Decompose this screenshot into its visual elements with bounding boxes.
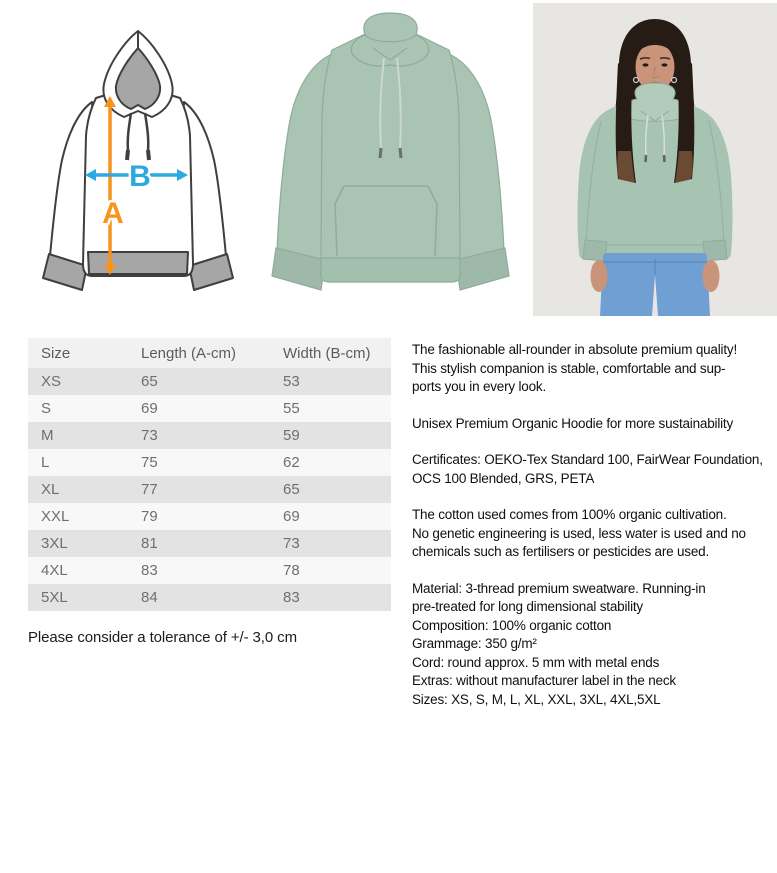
table-row	[28, 422, 391, 449]
size-table-body	[28, 368, 391, 611]
size-label: XL	[28, 476, 141, 503]
size-label: XS	[28, 368, 141, 395]
size-value: 83	[283, 584, 391, 611]
column-header-length: Length (A-cm)	[141, 338, 283, 368]
measure-label-a: A	[102, 197, 124, 230]
hem-band	[88, 252, 188, 274]
description-line: Composition: 100% organic cotton	[412, 617, 612, 633]
size-table-header-row	[28, 338, 391, 368]
aglet-right	[148, 150, 149, 160]
size-label: L	[28, 449, 141, 476]
description-line: No genetic engineering is used, less water is used and no	[412, 525, 746, 541]
size-label: S	[28, 395, 141, 422]
size-value: 65	[141, 368, 283, 395]
aglet-left	[380, 148, 381, 158]
column-header-width: Width (B-cm)	[283, 338, 391, 368]
description-line: pre-treated for long dimensional stability	[412, 599, 643, 614]
flat-hoodie	[272, 13, 509, 290]
size-label: XXL	[28, 503, 141, 530]
description-paragraph	[412, 506, 777, 562]
size-value: 69	[141, 395, 283, 422]
table-row	[28, 368, 391, 395]
description-line: This stylish companion is stable, comfortable and sup-	[412, 360, 726, 376]
description-line: Unisex Premium Organic Hoodie for more sustainability	[412, 415, 734, 431]
size-value: 75	[141, 449, 283, 476]
left-hand	[591, 260, 608, 292]
size-value: 69	[283, 503, 391, 530]
size-table	[28, 338, 391, 611]
description-line: Extras: without manufacturer label in the neck	[412, 673, 676, 688]
size-value: 79	[141, 503, 283, 530]
size-value: 65	[283, 476, 391, 503]
description-paragraph	[412, 415, 777, 434]
size-value: 78	[283, 557, 391, 584]
body	[321, 34, 460, 262]
size-label: 3XL	[28, 530, 141, 557]
size-value: 53	[283, 368, 391, 395]
table-row	[28, 449, 391, 476]
size-value: 77	[141, 476, 283, 503]
table-row	[28, 530, 391, 557]
hoodie-model-photo	[533, 3, 777, 316]
description-line: Certificates: OEKO-Tex Standard 100, FairWear Foundation,	[412, 452, 763, 467]
table-row	[28, 557, 391, 584]
size-label: M	[28, 422, 141, 449]
table-row	[28, 395, 391, 422]
size-value: 73	[141, 422, 283, 449]
size-value: 59	[283, 422, 391, 449]
product-description	[412, 341, 777, 727]
description-line: ports you in every look.	[412, 379, 547, 394]
size-label: 5XL	[28, 584, 141, 611]
description-line: Grammage: 350 g/m²	[412, 636, 537, 651]
hoodie-product-photo	[268, 8, 513, 300]
hoodie-measurement-diagram	[30, 28, 240, 294]
size-value: 83	[141, 557, 283, 584]
size-label: 4XL	[28, 557, 141, 584]
description-paragraph	[412, 451, 777, 488]
hood	[351, 13, 429, 66]
description-line: Material: 3-thread premium sweatware. Running-in	[412, 580, 706, 596]
right-hand	[703, 260, 720, 292]
description-paragraph	[412, 341, 777, 397]
size-value: 84	[141, 584, 283, 611]
table-row	[28, 584, 391, 611]
description-line: Sizes: XS, S, M, L, XL, XXL, 3XL, 4XL,5XL	[412, 691, 661, 707]
measure-label-b: B	[129, 160, 151, 193]
description-line: OCS 100 Blended, GRS, PETA	[412, 470, 595, 486]
description-line: The fashionable all-rounder in absolute premium quality!	[412, 342, 737, 357]
size-value: 81	[141, 530, 283, 557]
description-line: The cotton used comes from 100% organic cultivation.	[412, 507, 727, 522]
column-header-size: Size	[28, 338, 141, 368]
description-line: Cord: round approx. 5 mm with metal ends	[412, 654, 660, 670]
description-line: chemicals such as fertilisers or pesticides are used.	[412, 544, 710, 559]
hem-band	[321, 258, 460, 282]
description-paragraph	[412, 580, 777, 710]
size-value: 62	[283, 449, 391, 476]
size-value: 55	[283, 395, 391, 422]
hoodie-torso	[578, 101, 733, 260]
size-value: 73	[283, 530, 391, 557]
table-row	[28, 476, 391, 503]
aglet-right	[400, 148, 401, 158]
tolerance-note: Please consider a tolerance of +/- 3,0 cm	[28, 629, 297, 646]
table-row	[28, 503, 391, 530]
aglet-left	[127, 150, 128, 160]
